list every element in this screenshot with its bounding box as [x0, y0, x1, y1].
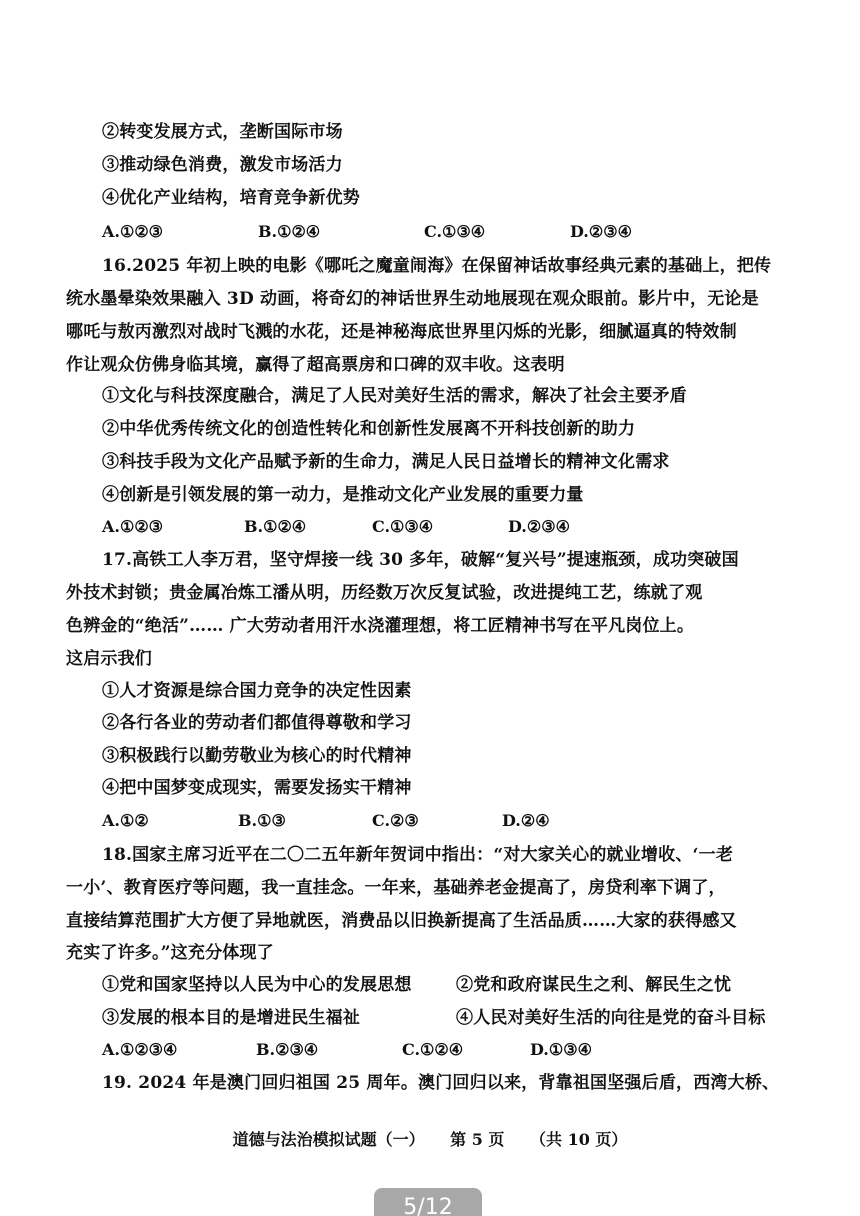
q15-choice-a: A.①②③ — [102, 222, 164, 241]
q17-choice-b: B.①③ — [238, 811, 286, 830]
q18-option-1: ①党和国家坚持以人民为中心的发展思想 — [102, 975, 412, 995]
q18-option-3: ③发展的根本目的是增进民生福祉 — [102, 1008, 360, 1028]
q15-choice-c: C.①③④ — [424, 222, 486, 241]
q15-choice-b: B.①②④ — [258, 222, 321, 241]
q16-choice-b: B.①②④ — [244, 517, 307, 536]
q17-option-3: ③积极践行以勤劳敬业为核心的时代精神 — [102, 746, 412, 766]
q16-option-1: ①文化与科技深度融合，满足了人民对美好生活的需求，解决了社会主要矛盾 — [102, 386, 687, 406]
footer-title: 道德与法治模拟试题（一） — [232, 1130, 425, 1149]
q16-choice-c: C.①③④ — [372, 517, 434, 536]
q16-choice-d: D.②③④ — [508, 517, 570, 536]
q15-option-4: ④优化产业结构，培育竞争新优势 — [102, 188, 360, 208]
q17-choice-c: C.②③ — [372, 811, 419, 830]
q17-choice-a: A.①② — [102, 811, 149, 830]
q17-option-2: ②各行各业的劳动者们都值得尊敬和学习 — [102, 713, 412, 733]
q16-stem-line-2: 统水墨晕染效果融入 3D 动画，将奇幻的神话世界生动地展现在观众眼前。影片中，无论是 — [66, 289, 759, 309]
q19-stem-line-1: 19. 2024 年是澳门回归祖国 25 周年。澳门回归以来，背靠祖国坚强后盾，西湾大桥、 — [102, 1073, 780, 1093]
q18-choice-b: B.②③④ — [256, 1040, 319, 1059]
q18-choice-a: A.①②③④ — [102, 1040, 178, 1059]
q15-choice-d: D.②③④ — [570, 222, 632, 241]
q18-stem-line-3: 直接结算范围扩大方便了异地就医，消费品以旧换新提高了生活品质……大家的获得感又 — [66, 911, 737, 931]
q18-choice-d: D.①③④ — [530, 1040, 592, 1059]
q17-stem-line-1: 17.高铁工人李万君，坚守焊接一线 30 多年，破解“复兴号”提速瓶颈，成功突破国 — [102, 550, 739, 570]
q18-stem-line-2: 一小’、教育医疗等问题，我一直挂念。一年来，基础养老金提高了，房贷利率下调了， — [66, 878, 726, 898]
footer-page-number: 第 5 页 — [450, 1130, 505, 1149]
q15-option-3: ③推动绿色消费，激发市场活力 — [102, 155, 343, 175]
q16-stem-line-4: 作让观众仿佛身临其境，赢得了超高票房和口碑的双丰收。这表明 — [66, 355, 565, 375]
footer-total-pages: （共 10 页） — [530, 1130, 628, 1149]
q18-stem-line-4: 充实了许多。”这充分体现了 — [66, 943, 274, 963]
q15-option-2: ②转变发展方式，垄断国际市场 — [102, 122, 343, 142]
q18-option-4: ④人民对美好生活的向往是党的奋斗目标 — [456, 1008, 766, 1028]
q18-stem-line-1: 18.国家主席习近平在二〇二五年新年贺词中指出：“对大家关心的就业增收、‘一老 — [102, 845, 734, 865]
q17-choice-d: D.②④ — [502, 811, 550, 830]
q16-option-4: ④创新是引领发展的第一动力，是推动文化产业发展的重要力量 — [102, 485, 584, 505]
page-indicator: 5/12 — [374, 1188, 482, 1216]
q18-choice-c: C.①②④ — [402, 1040, 464, 1059]
q17-stem-line-4: 这启示我们 — [66, 649, 152, 669]
q17-stem-line-3: 色辨金的“绝活”…… 广大劳动者用汗水浇灌理想，将工匠精神书写在平凡岗位上。 — [66, 616, 695, 636]
q17-option-1: ①人才资源是综合国力竞争的决定性因素 — [102, 681, 412, 701]
q16-stem-line-1: 16.2025 年初上映的电影《哪吒之魔童闹海》在保留神话故事经典元素的基础上，把传 — [102, 256, 772, 276]
q16-option-3: ③科技手段为文化产品赋予新的生命力，满足人民日益增长的精神文化需求 — [102, 452, 670, 472]
q16-choice-a: A.①②③ — [102, 517, 164, 536]
page-footer — [0, 1132, 860, 1148]
q17-option-4: ④把中国梦变成现实，需要发扬实干精神 — [102, 778, 412, 798]
q18-option-2: ②党和政府谋民生之利、解民生之忧 — [456, 975, 732, 995]
q16-option-2: ②中华优秀传统文化的创造性转化和创新性发展离不开科技创新的助力 — [102, 419, 636, 439]
q16-stem-line-3: 哪吒与敖丙激烈对战时飞溅的水花，还是神秘海底世界里闪烁的光影，细腻逼真的特效制 — [66, 322, 737, 342]
q17-stem-line-2: 外技术封锁；贵金属冶炼工潘从明，历经数万次反复试验，改进提纯工艺，练就了观 — [66, 583, 703, 603]
